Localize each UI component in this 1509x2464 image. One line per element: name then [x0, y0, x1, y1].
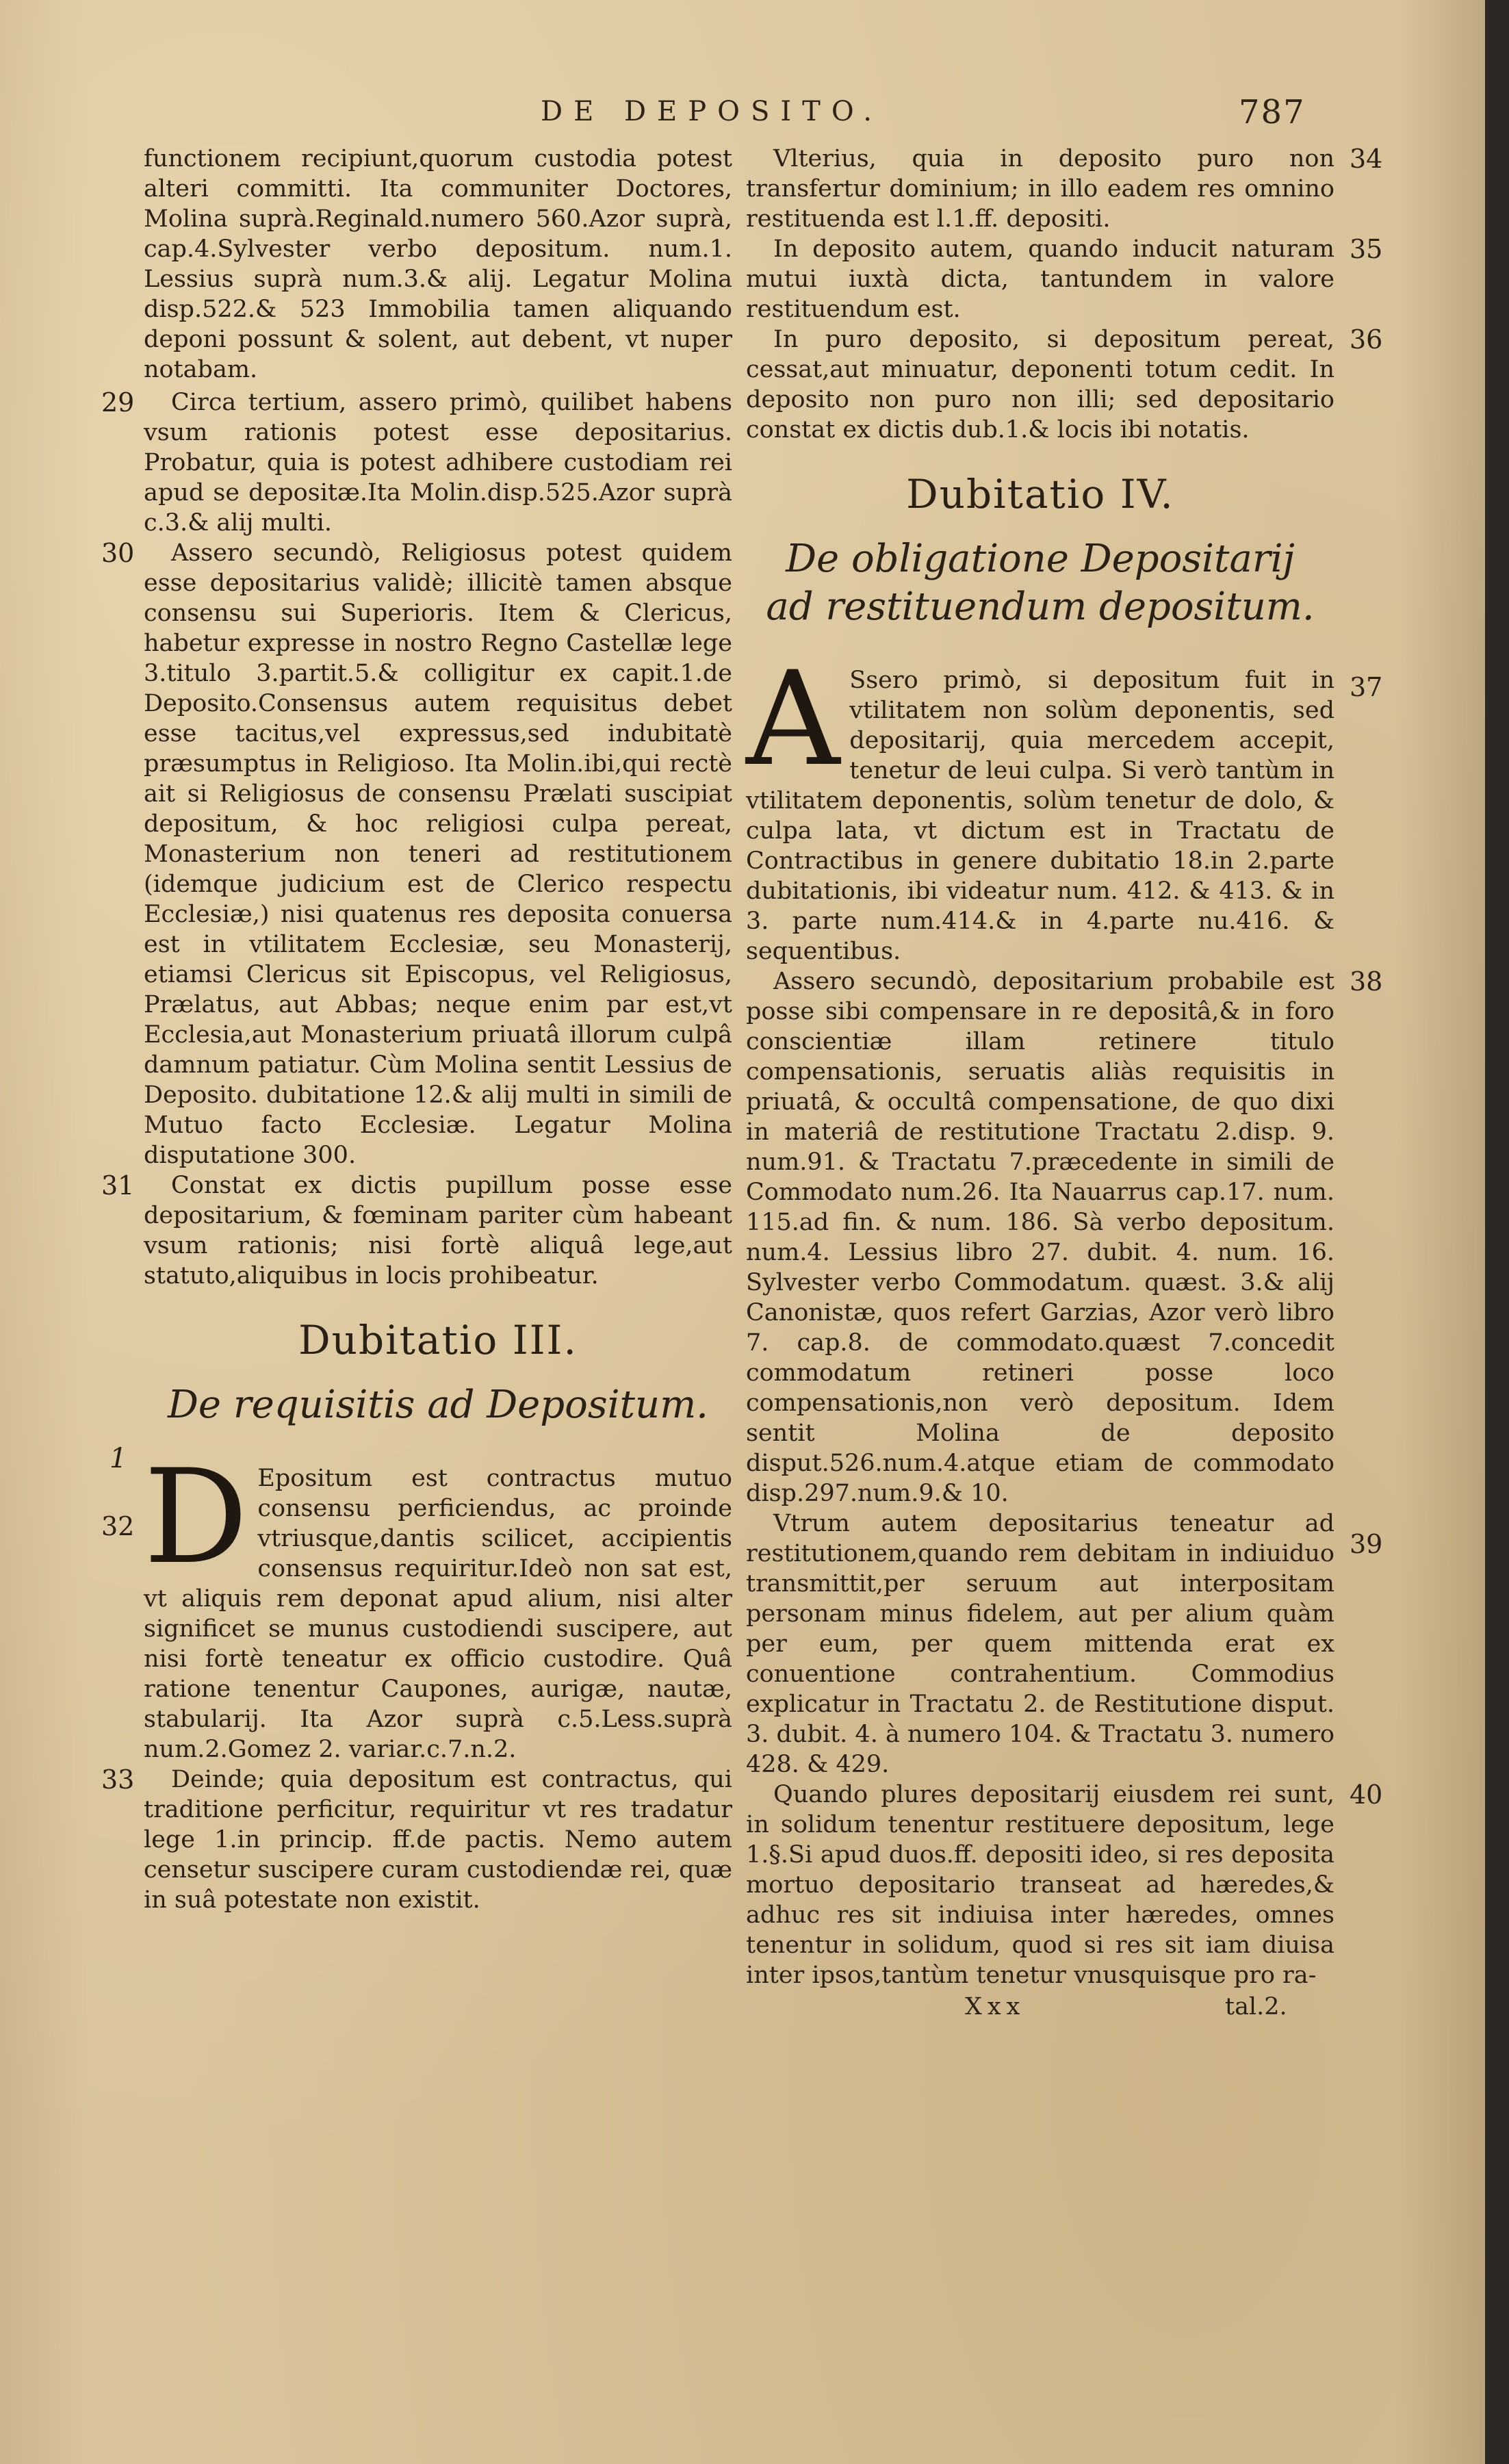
margin-mark: 1 [109, 1443, 127, 1474]
section-heading: Dubitatio IV. [906, 471, 1174, 517]
margin-number: 39 [1350, 1529, 1383, 1559]
paragraph-text: Vtrum autem depositarius teneatur ad restitutionem,quando rem debitam in indiuiduo transmittit,per seruum aut interpositam personam minus fidelem, aut per alium quàm per eum, per quem mittenda erat ex conuentione contrahentium. Commodius explicatur in Tractatu 2. de Restitutione disput. 3. dubit. 4. à numero 104. & Tractatu 3. numero 428. & 429. [746, 1510, 1334, 1778]
paragraph-text: Vlterius, quia in deposito puro non transfertur dominium; in illo eadem res omnino restituenda est l.1.ff. depositi. [746, 145, 1334, 233]
numbered-paragraph-39 [746, 1509, 1383, 1780]
margin-number: 33 [101, 1764, 135, 1795]
numbered-paragraph-37 [746, 643, 1383, 966]
margin-number: 37 [1350, 672, 1383, 702]
page-footer [746, 1993, 1334, 2023]
margin-number: 38 [1350, 966, 1383, 997]
numbered-paragraph-36 [746, 324, 1383, 445]
drop-cap: A [746, 643, 840, 795]
signature-mark: Xxx [965, 1993, 1026, 2020]
paragraph-text: In puro deposito, si depositum pereat, cessat,aut minuatur, deponenti totum cedit. In deposito non puro non illi; sed depositario constat ex dictis dub.1.& locis ibi notatis. [746, 326, 1334, 444]
margin-number: 29 [101, 387, 135, 418]
paragraph-text: Circa tertium, assero primò, quilibet habens vsum rationis potest esse depositarius. Probatur, quia is potest adhibere custodiam rei apud se depositæ.Ita Molin.disp.525.Azor suprà c.3.& alij multi. [144, 389, 732, 537]
paragraph-text: Constat ex dictis pupillum posse esse depositarium, & fœminam pariter cùm habeant vsum rationis; nisi fortè aliquâ lege,aut statuto,aliquibus in locis prohibeatur. [144, 1172, 732, 1289]
margin-number: 34 [1350, 144, 1383, 174]
right-column [746, 144, 1383, 2023]
section-subheading: De requisitis ad Depositum. [168, 1383, 708, 1427]
paragraph-text: Epositum est contractus mutuo consensu perficiendus, ac proinde vtriusque,dantis scilicet, accipientis consensus requiritur.Ideò non sat est, vt aliquis rem deponat apud alium, nisi alter significet se munus custodiendi suscipere, aut nisi fortè teneatur ex officio custodire. Quâ ratione tenentur Caupones, aurigæ, nautæ, stabularij. Ita Azor suprà c.5.Less.suprà num.2.Gomez 2. variar.c.7.n.2. [144, 1465, 732, 1763]
margin-number: 31 [101, 1170, 135, 1201]
paragraph-continuation [144, 144, 732, 385]
subheading-block [109, 1381, 732, 1474]
paragraph-text: Quando plures depositarij eiusdem rei sunt, in solidum tenentur restituere depositum, lege 1.§.Si apud duos.ff. depositi ideo, si res deposita mortuo depositario transeat ad hæredes,& adhuc res sit indiuisa inter hæredes, omnes tenentur in solidum, quod si res sit iam diuisa inter ipsos,tantùm tenetur vnusquisque pro ra- [746, 1781, 1334, 1989]
running-title: DE DEPOSITO. [541, 96, 884, 127]
paragraph-text: Assero secundò, Religiosus potest quidem esse depositarius validè; illicitè tamen absque consensu sui Superioris. Item & Clericus, habetur expresse in nostro Regno Castellæ lege 3.titulo 3.partit.5.& colligitur ex capit.1.de Deposito.Consensus autem requisitus debet esse tacitus,vel expressus,sed indubitatè præsumptus in Religioso. Ita Molin.ibi,qui rectè ait si Religiosus de consensu Prælati suscipiat depositum, & hoc religiosi culpa pereat, Monasterium non teneri ad restitutionem (idemque judicium est de Clerico respectu Ecclesiæ,) nisi quatenus res deposita conuersa est in vtilitatem Ecclesiæ, seu Monasterij, etiamsi Clericus sit Episcopus, vel Religiosus, Prælatus, aut Abbas; neque enim par est,vt Ecclesia,aut Monasterium priuatâ illorum culpâ damnum patiatur. Cùm Molina sentit Lessius de Deposito. dubitatione 12.& alij multi in simili de Mutuo facto Ecclesiæ. Legatur Molina disputatione 300. [144, 539, 732, 1169]
paragraph-text: Assero secundò, depositarium probabile est posse sibi compensare in re depositâ,& in foro conscientiæ illam retinere titulo compensationis, seruatis aliàs requisitis in priuatâ, & occultâ compensatione, de quo dixi in materiâ de restitutione Tractatu 2.disp. 9. num.91. & Tractatu 7.præcedente in simili de Commodato num.26. Ita Nauarrus cap.17. num. 115.ad fin. & num. 186. Sà verbo depositum. num.4. Lessius libro 27. dubit. 4. num. 16. Sylvester verbo Commodatum. quæst. 3.& alij Canonistæ, quos refert Garzias, Azor verò libro 7. cap.8. de commodato.quæst 7.concedit commodatum retineri posse loco compensationis,non verò depositum. Idem sentit Molina de deposito disput.526.num.4.atque etiam de commodato disp.297.num.9.& 10. [746, 968, 1334, 1507]
margin-number: 32 [101, 1511, 135, 1541]
paragraph-text: In deposito autem, quando inducit naturam mutui iuxtà dicta, tantundem in valore restituendum est. [746, 235, 1334, 323]
numbered-paragraph-35 [746, 234, 1383, 324]
numbered-paragraph-34 [746, 144, 1383, 234]
numbered-paragraph-38 [746, 966, 1383, 1509]
section-subheading: De obligatione Depositarij ad restituendum depositum. [766, 537, 1315, 629]
numbered-paragraph-40 [746, 1780, 1383, 1990]
page-number: 787 [1239, 93, 1306, 131]
numbered-paragraph-30 [101, 538, 732, 1170]
numbered-paragraph-31 [101, 1170, 732, 1291]
numbered-paragraph-33 [101, 1764, 732, 1915]
catchword: tal.2. [1225, 1993, 1287, 2020]
page-edge-shadow [1485, 0, 1509, 2464]
left-column [101, 144, 732, 1915]
numbered-paragraph-32 [101, 1441, 732, 1764]
section-heading: Dubitatio III. [298, 1317, 578, 1363]
margin-number: 30 [101, 538, 135, 568]
running-header [0, 93, 1485, 144]
drop-cap: D [144, 1441, 248, 1593]
paragraph-text: Deinde; quia depositum est contractus, qui traditione perficitur, requiritur vt res tradatur lege 1.in princip. ff.de pactis. Nemo autem censetur suscipere curam custodiendæ rei, quæ in suâ potestate non existit. [144, 1766, 732, 1914]
paragraph-text: functionem recipiunt,quorum custodia potest alteri committi. Ita communiter Doctores, Molina suprà.Reginald.numero 560.Azor suprà, cap.4.Sylvester verbo depositum. num.1. Lessius suprà num.3.& alij. Legatur Molina disp.522.& 523 Immobilia tamen aliquando deponi possunt & solent, aut debent, vt nuper notabam. [144, 145, 732, 383]
margin-number: 35 [1350, 234, 1383, 264]
margin-number: 36 [1350, 324, 1383, 355]
margin-number: 40 [1350, 1780, 1383, 1810]
paragraph-text: Ssero primò, si depositum fuit in vtilitatem non solùm deponentis, sed depositarij, quia mercedem accepit, tenetur de leui culpa. Si verò tantùm in vtilitatem deponentis, solùm tenetur de dolo, & culpa lata, vt dictum est in Tractatu de Contractibus in genere dubitatio 18.in 2.parte dubitationis, ibi videatur num. 412. & 413. & in 3. parte num.414.& in 4.parte nu.416. & sequentibus. [746, 667, 1334, 965]
numbered-paragraph-29 [101, 387, 732, 538]
